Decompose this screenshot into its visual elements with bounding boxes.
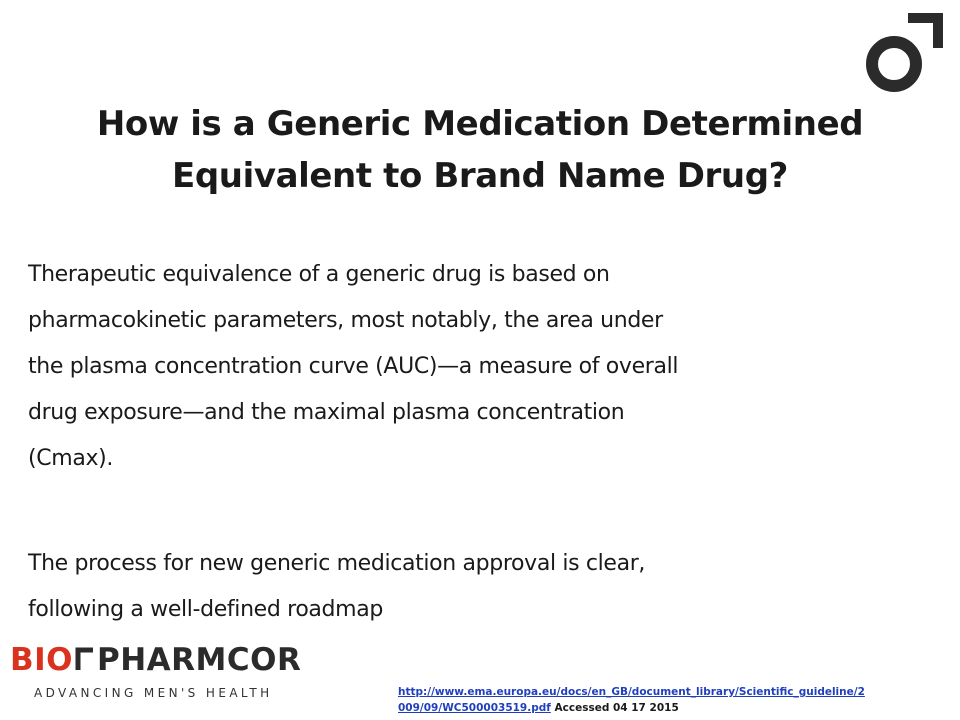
paragraph-equivalence [28,252,946,482]
title-line-2: Equivalent to Brand Name Drug? [172,156,788,196]
citation-accessed-date: Accessed 04 17 2015 [554,702,679,714]
paragraph1-line: Therapeutic equivalence of a generic drug is based on [28,262,610,287]
biopharmcor-logo [10,640,310,710]
paragraph2-line: The process for new generic medication approval is clear, [28,551,646,576]
title-line-1: How is a Generic Medication Determined [96,104,864,144]
brand-bio-text: BIO [10,642,74,678]
paragraph1-line: (Cmax). [28,446,114,471]
citation-line-1 [398,684,954,700]
citation-line-2 [398,700,954,716]
paragraph1-line: the plasma concentration curve (AUC)—a measure of overall [28,354,679,379]
slide-title [20,98,940,202]
corner-logo-icon [860,10,944,94]
citation [398,684,954,716]
brand-pharmcor-text: PHARMCOR [97,642,302,678]
citation-link-part-1[interactable]: http://www.ema.europa.eu/docs/en_GB/document_library/Scientific_guideline/2 [398,686,865,698]
paragraph2-line: following a well-defined roadmap [28,597,384,622]
paragraph1-line: drug exposure—and the maximal plasma concentration [28,400,625,425]
brand-tagline: ADVANCING MEN'S HEALTH [34,686,273,700]
paragraph1-line: pharmacokinetic parameters, most notably, the area under [28,308,663,333]
citation-link-part-2[interactable]: 009/09/WC500003519.pdf [398,702,551,714]
brand-wordmark [10,640,301,680]
corner-bracket-icon [75,646,95,672]
paragraph-approval-process [28,541,946,633]
